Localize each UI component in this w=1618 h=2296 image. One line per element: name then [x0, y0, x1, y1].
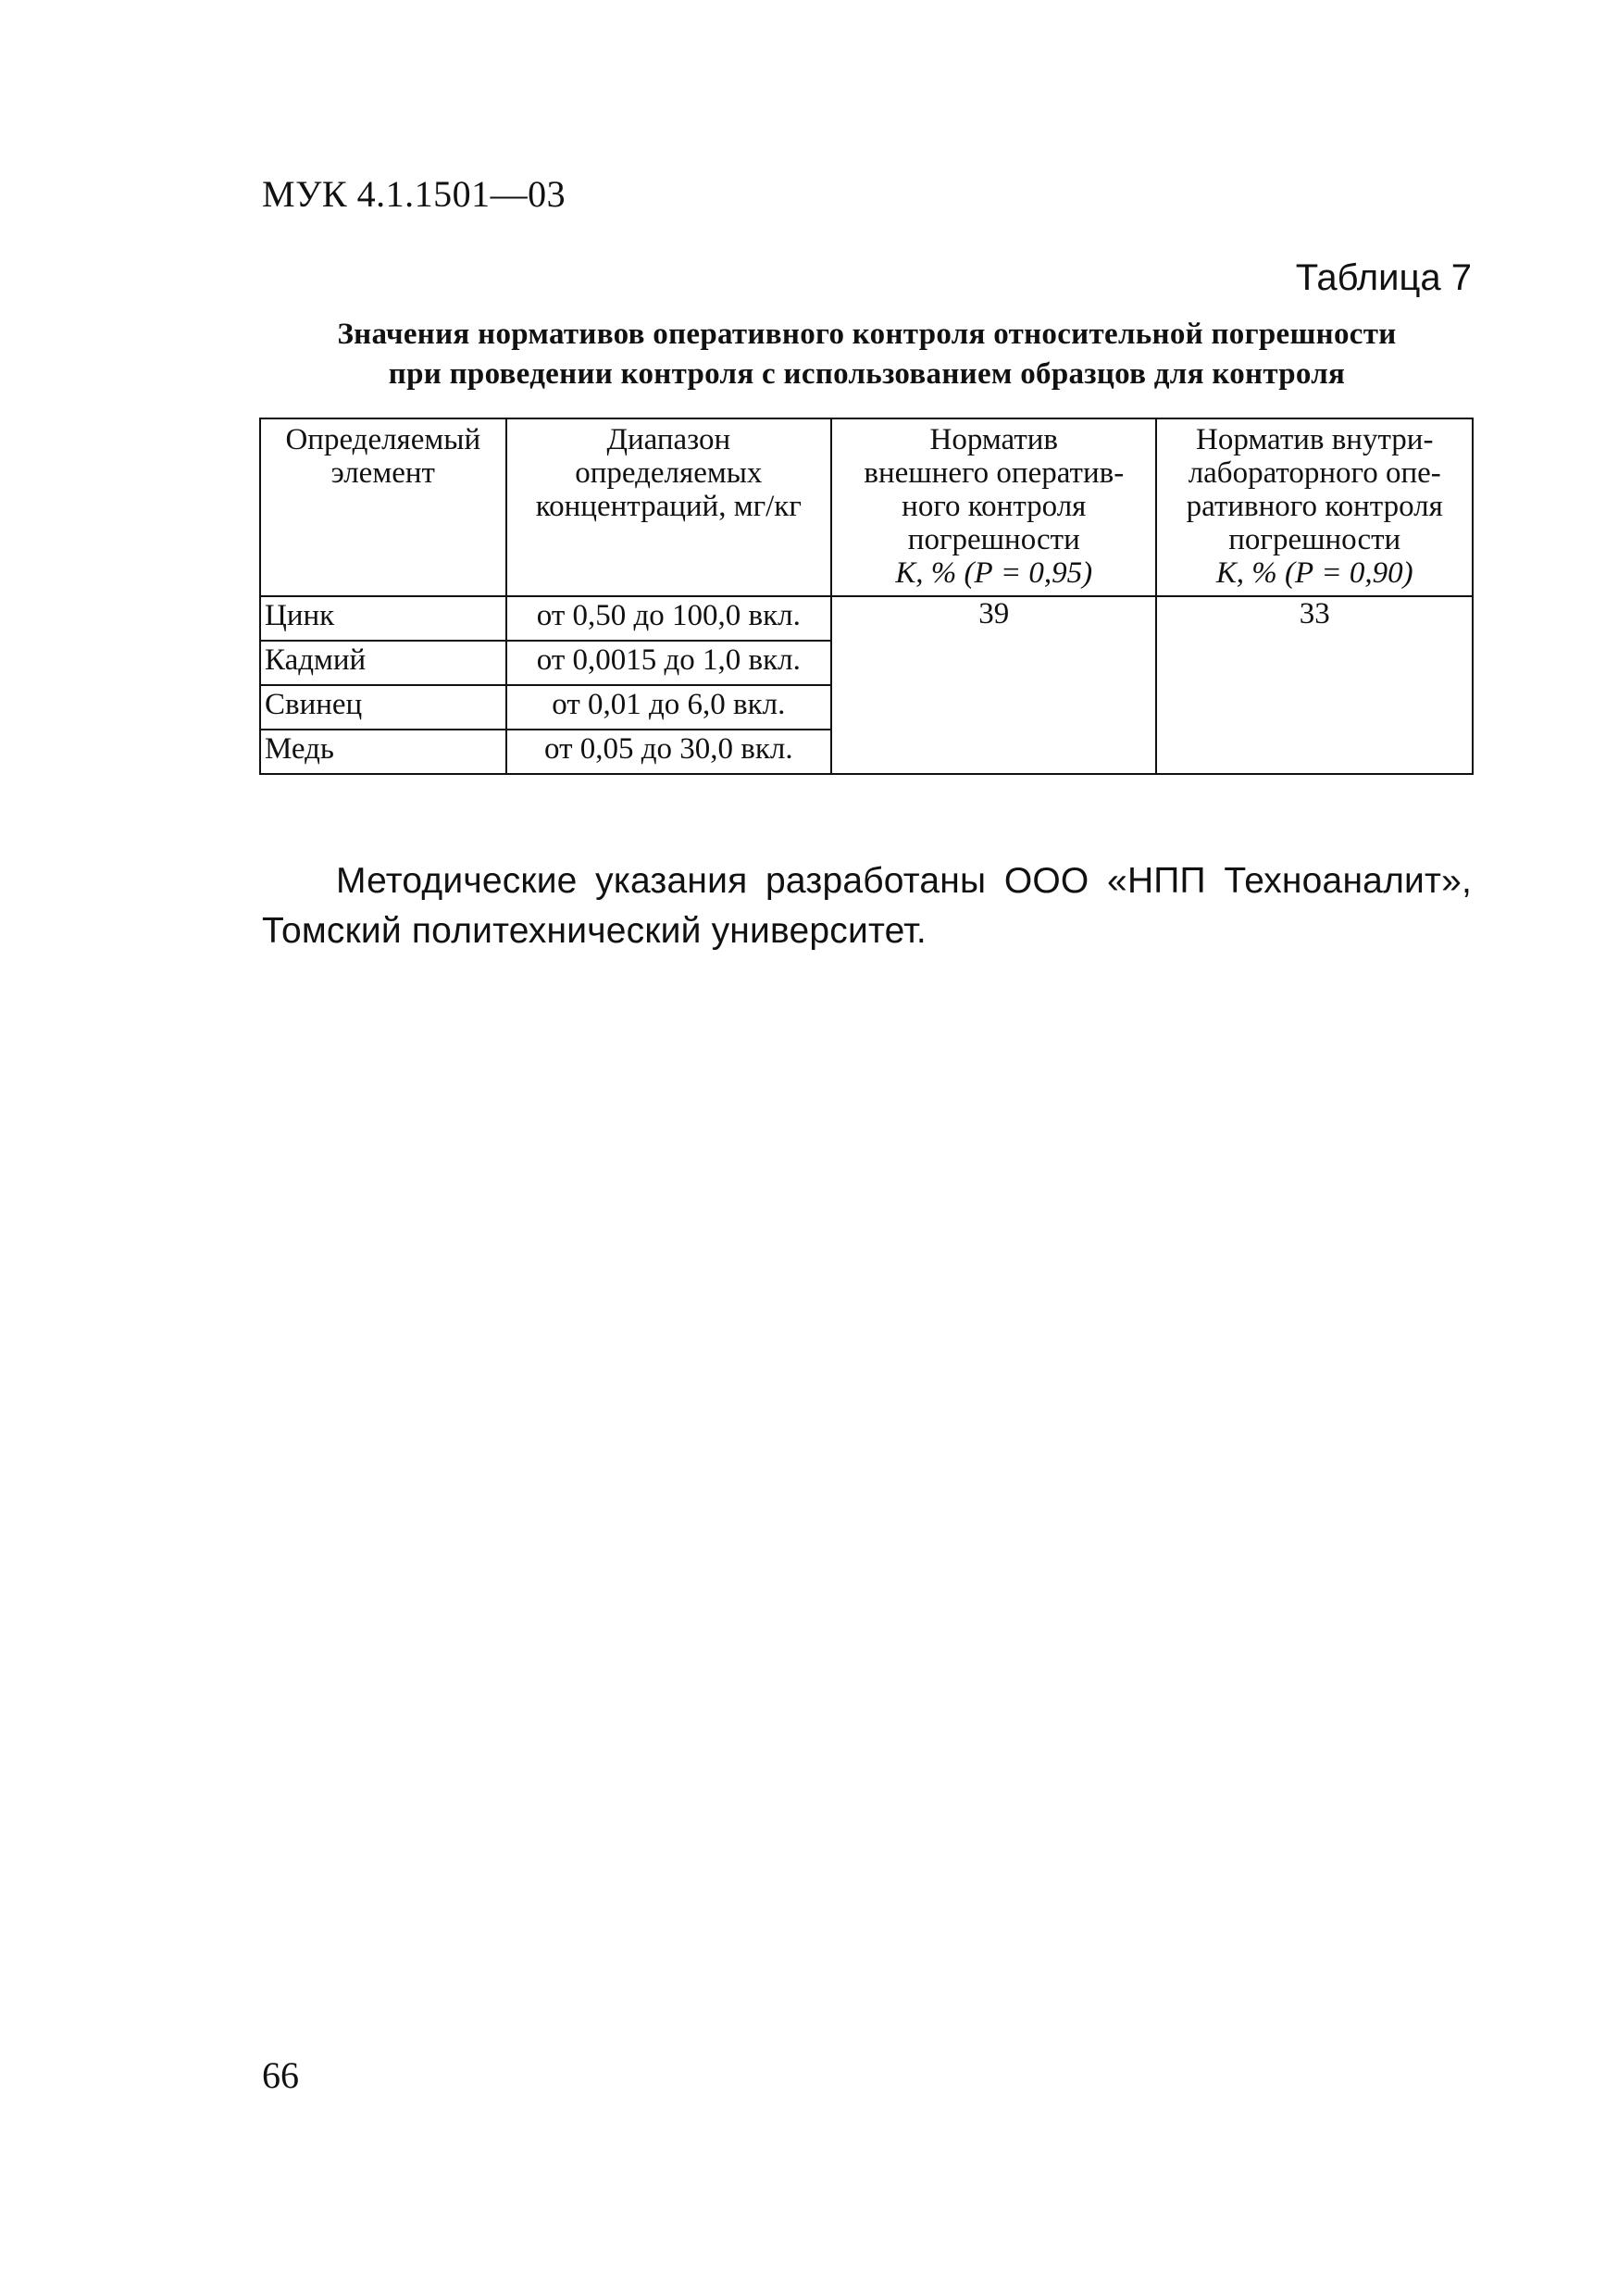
header-line: Норматив внутри-: [1196, 423, 1434, 456]
page-number: 66: [262, 2054, 299, 2096]
element-cell: Кадмий: [260, 641, 506, 685]
header-range: [506, 418, 831, 596]
header-line: Диапазон: [606, 423, 731, 456]
body-paragraph: Методические указания разработаны ООО «НПП Техноаналит», Томский политехнический университет.: [262, 861, 1472, 951]
range-cell: от 0,01 до 6,0 вкл.: [506, 685, 831, 730]
header-line: концентраций, мг/кг: [535, 490, 802, 523]
range-cell: от 0,05 до 30,0 вкл.: [506, 730, 831, 774]
table-row: [260, 596, 1473, 641]
range-cell: от 0,0015 до 1,0 вкл.: [506, 641, 831, 685]
table-caption-line: при проведении контроля с использованием образцов для контроля: [388, 357, 1346, 391]
header-line: погрешности: [907, 523, 1080, 556]
element-cell: Медь: [260, 730, 506, 774]
header-line: определяемых: [575, 456, 763, 490]
document-code: МУК 4.1.1501—03: [262, 173, 566, 215]
range-cell: от 0,50 до 100,0 вкл.: [506, 596, 831, 641]
header-line: Определяемый: [285, 423, 481, 456]
table-header-row: [260, 418, 1473, 596]
table-caption-line: Значения нормативов оперативного контроля относительной погрешности: [337, 318, 1397, 351]
table-label: Таблица 7: [1295, 257, 1472, 298]
header-line: погрешности: [1228, 523, 1401, 556]
header-line: ного контроля: [902, 490, 1087, 523]
header-line: лабораторного опе-: [1188, 456, 1441, 490]
control-standards-table: [259, 418, 1474, 775]
header-formula: К, % (Р = 0,95): [895, 556, 1093, 590]
element-cell: Цинк: [260, 596, 506, 641]
header-line: элемент: [330, 456, 435, 490]
header-line: внешнего оператив-: [864, 456, 1125, 490]
header-line: Норматив: [929, 423, 1058, 456]
header-formula: К, % (Р = 0,90): [1215, 556, 1413, 590]
header-line: ративного контроля: [1186, 490, 1443, 523]
internal-value-cell: 33: [1156, 596, 1473, 774]
element-cell: Свинец: [260, 685, 506, 730]
table-caption: [262, 315, 1472, 394]
external-value-cell: 39: [831, 596, 1156, 774]
header-internal-standard: [1156, 418, 1473, 596]
header-external-standard: [831, 418, 1156, 596]
header-element: [260, 418, 506, 596]
